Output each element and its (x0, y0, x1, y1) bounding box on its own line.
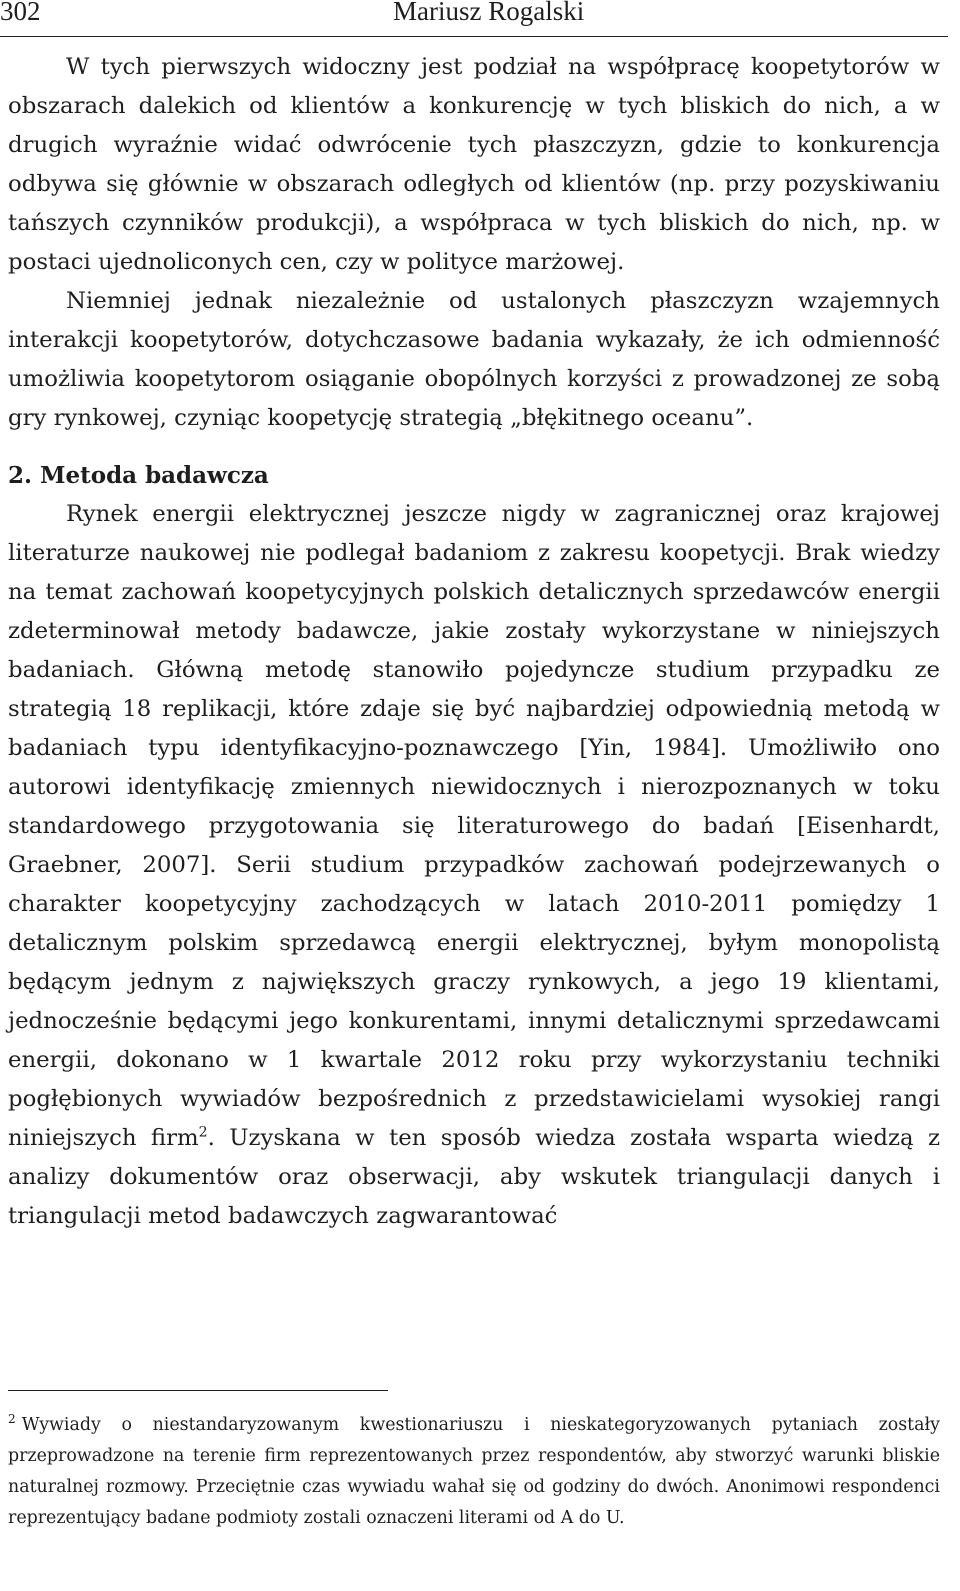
paragraph-3 (8, 495, 940, 1236)
page-number: 302 (0, 0, 41, 26)
footnote (8, 1410, 940, 1534)
paragraph-2: Niemniej jednak niezależnie od ustalonych płaszczyzn wzajemnych interakcji koopetytorów, dotychczasowe badania wykazały, że ich odmienność umożliwia koopetytorom osiąganie obopólnych korzyści z prowadzonej ze sobą gry rynkowej, czyniąc koopetycję strategią „błękitnego oceanu”. (8, 288, 940, 431)
footnote-text: Wywiady o niestandaryzowanym kwestionariuszu i nieskategoryzowanych pytaniach zostały przeprowadzone na terenie firm reprezentowanych przez respondentów, aby stworzyć warunki bliskie naturalnej rozmowy. Przeciętnie czas wywiadu wahał się od godziny do dwóch. Anonimowi respondenci reprezentujący badane podmioty zostali oznaczeni literami od A do U. (8, 1415, 940, 1528)
footnote-separator (8, 1390, 388, 1391)
footnote-mark: 2 (8, 1412, 16, 1427)
footnote-reference[interactable]: 2 (198, 1124, 208, 1141)
main-text (8, 48, 940, 1236)
running-head-author: Mariusz Rogalski (393, 0, 585, 26)
paragraph-3-continuation: . Uzyskana w ten sposób wiedza została wsparta wiedzą z analizy dokumentów oraz obserwacji, aby wskutek triangulacji danych i triangulacji metod badawczych zagwarantować (8, 1125, 940, 1229)
section-heading: 2. Metoda badawcza (8, 462, 269, 489)
paragraph-1: W tych pierwszych widoczny jest podział na współpracę koopetytorów w obszarach dalekich od klientów a konkurencję w tych bliskich do nich, a w drugich wyraźnie widać odwrócenie tych płaszczyzn, gdzie to konkurencja odbywa się głównie w obszarach odległych od klientów (np. przy pozyskiwaniu tańszych czynników produkcji), a współpraca w tych bliskich do nich, np. w postaci ujednoliconych cen, czy w polityce marżowej. (8, 54, 940, 275)
paragraph-3-text: Rynek energii elektrycznej jeszcze nigdy w zagranicznej oraz krajowej literaturze naukowej nie podlegał badaniom z zakresu koopetycji. Brak wiedzy na temat zachowań koopetycyjnych polskich detalicznych sprzedawców energii zdeterminował metody badawcze, jakie zostały wykorzystane w niniejszych badaniach. Główną metodę stanowiło pojedyncze studium przypadku ze strategią 18 replikacji, które zdaje się być najbardziej odpowiednią metodą w badaniach typu identyfikacyjno-poznawczego [Yin, 1984]. Umożliwiło ono autorowi identyfikację zmiennych niewidocznych i nierozpoznanych w toku standardowego przygotowania się literaturowego do badań [Eisenhardt, Graebner, 2007]. Serii studium przypadków zachowań podejrzewanych o charakter koopetycyjny zachodzących w latach 2010-2011 pomiędzy 1 detalicznym polskim sprzedawcą energii elektrycznej, byłym monopolistą będącym jednym z największych graczy rynkowych, a jego 19 klientami, jednocześnie będącymi jego konkurentami, innymi detalicznymi sprzedawcami energii, dokonano w 1 kwartale 2012 roku przy wykorzystaniu techniki pogłębionych wywiadów bezpośrednich z przedstawicielami wysokiej rangi niniejszych firm (8, 501, 940, 1151)
page-header (0, 0, 948, 37)
